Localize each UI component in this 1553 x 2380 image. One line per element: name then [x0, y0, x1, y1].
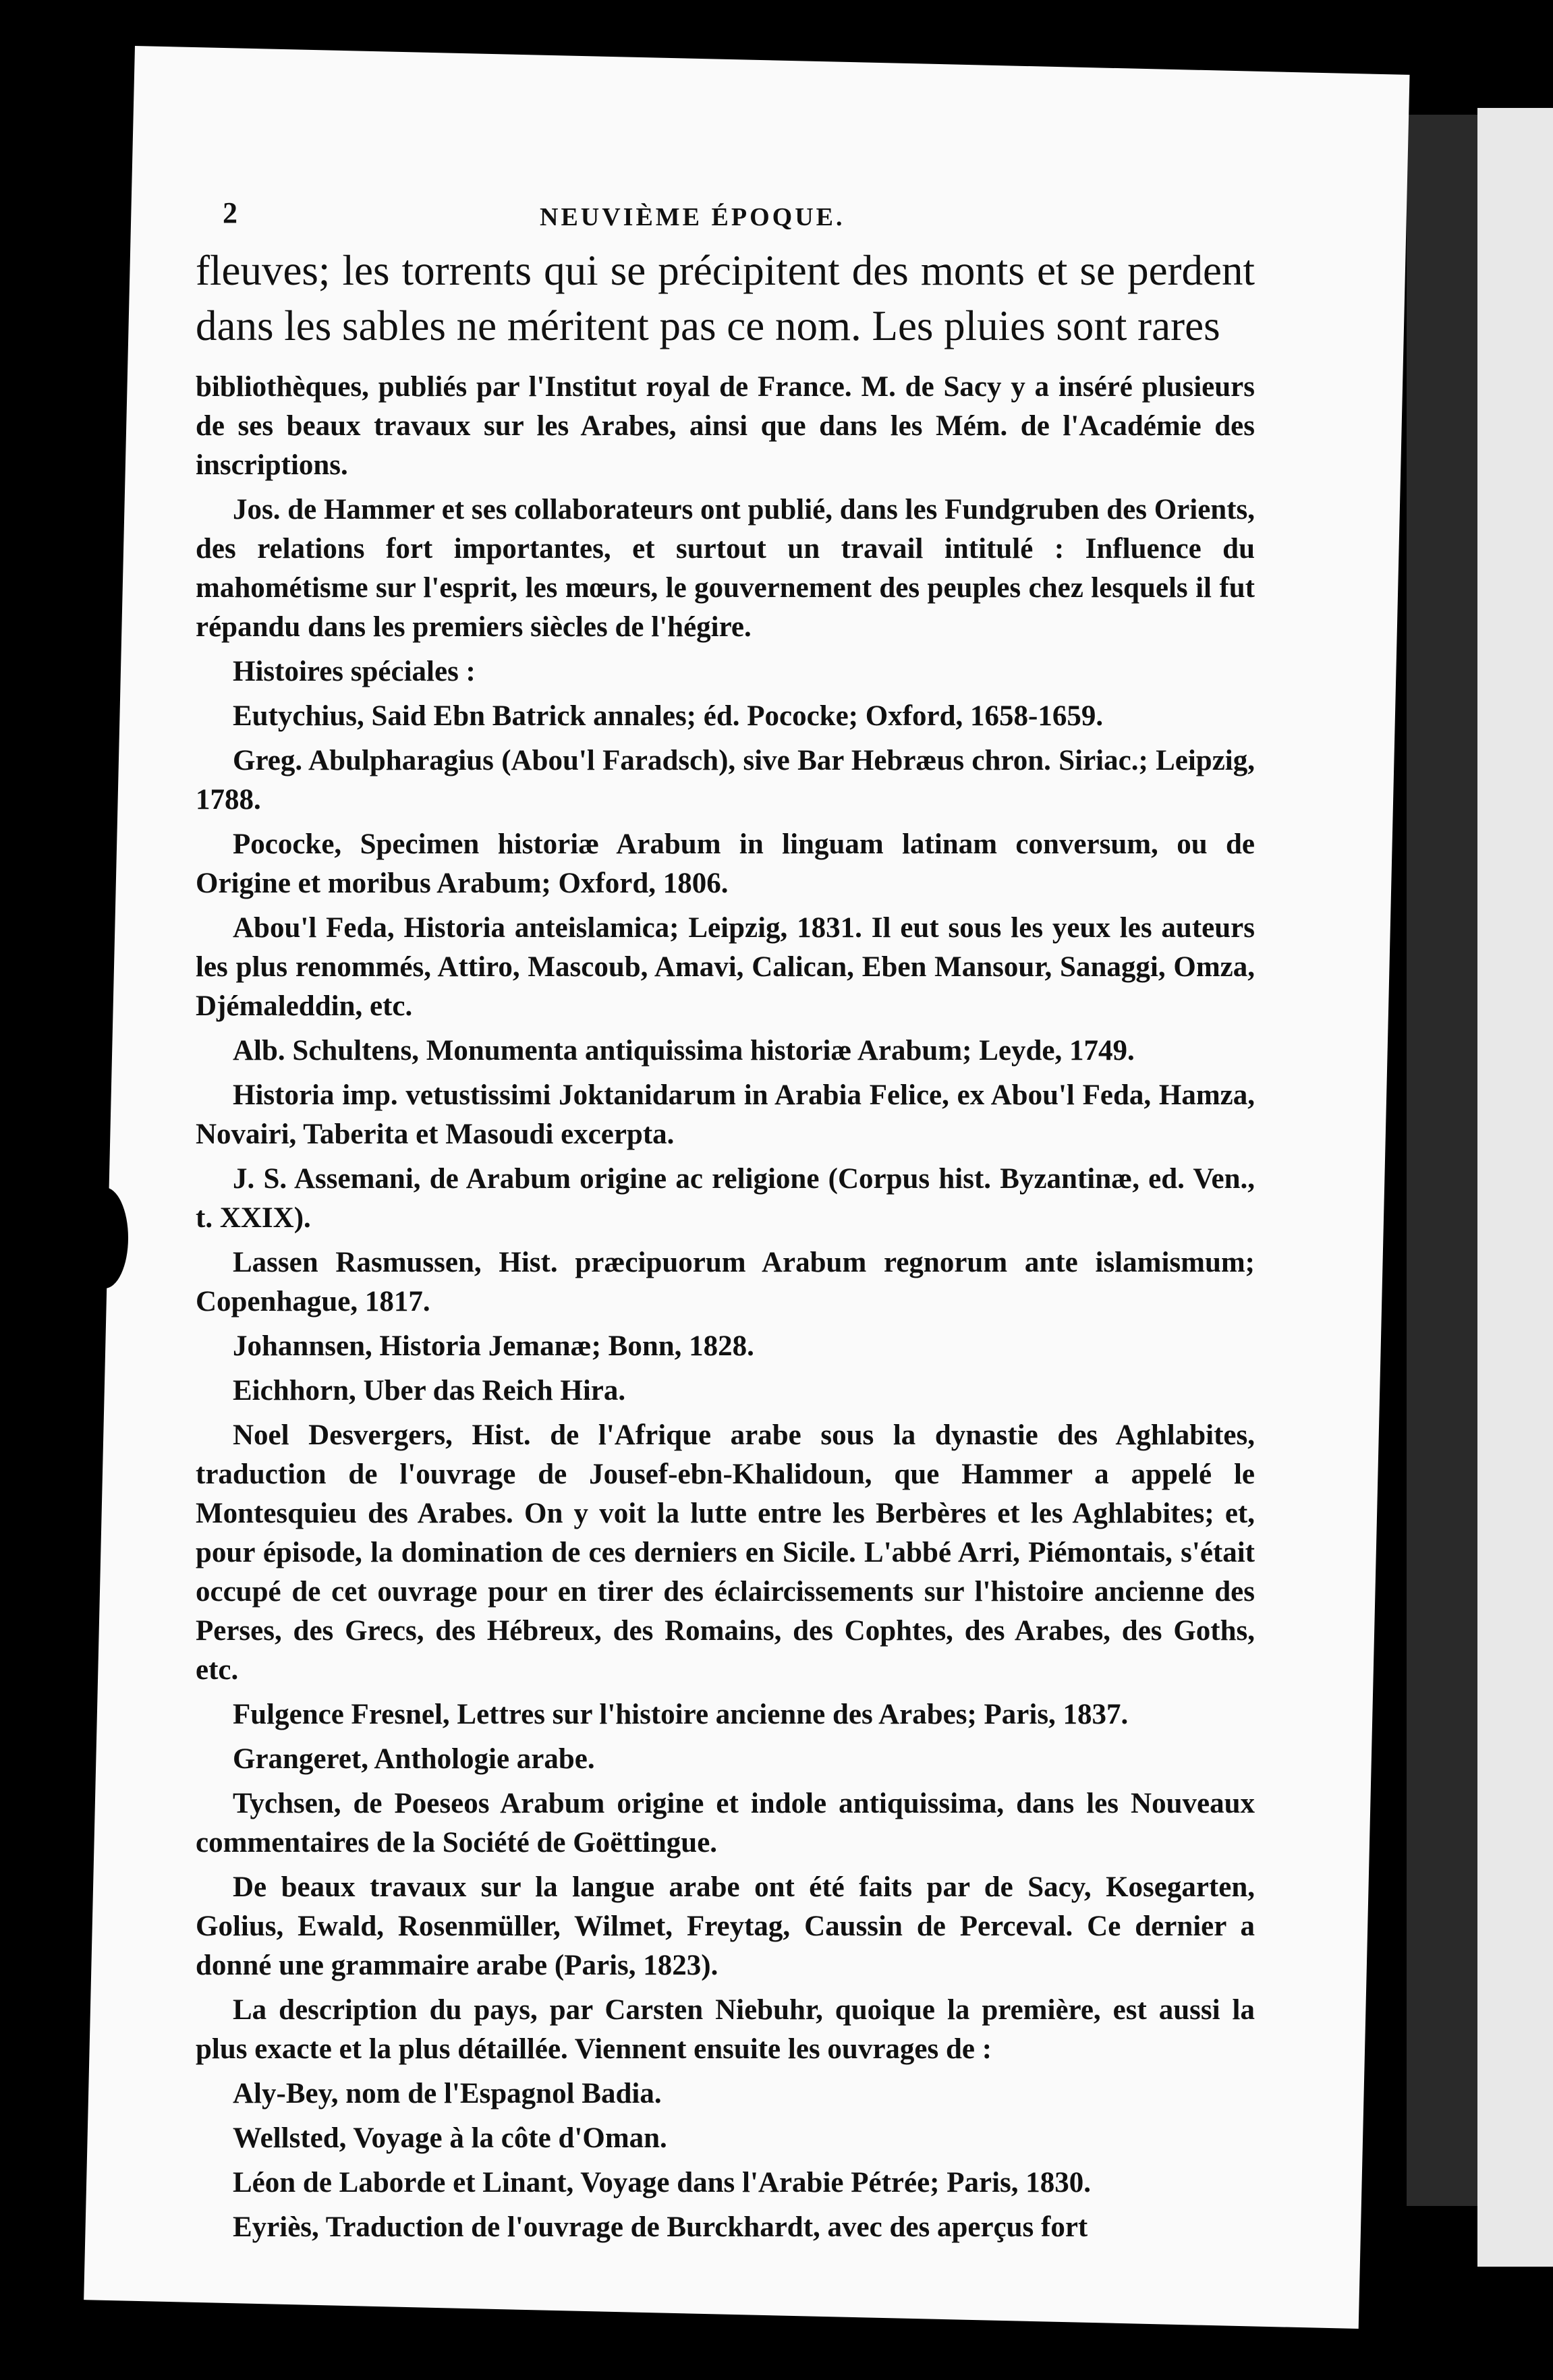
bibliography-entry: De beaux travaux sur la langue arabe ont été faits par de Sacy, Kosegarten, Golius, Ewald, Rosenmüller, Wilmet, Freytag, Caussin de Perceval. Ce dernier a donné une grammaire arabe (Paris, 1823). [196, 1871, 1255, 1981]
binding-hole [81, 1187, 128, 1288]
bibliography-entry: Wellsted, Voyage à la côte d'Oman. [233, 2122, 667, 2154]
lead-paragraph: fleuves; les torrents qui se précipitent des monts et se perdent dans les sables ne méritent pas ce nom. Les pluies sont rares [196, 247, 1255, 349]
bibliography-entry: Eutychius, Said Ebn Batrick annales; éd. Pococke; Oxford, 1658-1659. [233, 700, 1104, 732]
bibliography-entry: Historia imp. vetustissimi Joktanidarum in Arabia Felice, ex Abou'l Feda, Hamza, Novairi, Taberita et Masoudi excerpta. [196, 1079, 1255, 1150]
bibliography-entry: Noel Desvergers, Hist. de l'Afrique arabe sous la dynastie des Aghlabites, traduction de l'ouvrage de Jousef-ebn-Khalidoun, que Hammer a appelé le Montesquieu des Arabes. On y voit la lutte entre les Berbères et les Aghlabites; et, pour épisode, la domination de ces derniers en Sicile. L'abbé Arri, Piémontais, s'était occupé de cet ouvrage pour en tirer des éclaircissements sur l'histoire ancienne des Perses, des Grecs, des Hébreux, des Romains, des Cophtes, des Arabes, des Goths, etc. [196, 1419, 1255, 1686]
bibliography-entry: Pococke, Specimen historiæ Arabum in linguam latinam conversum, ou de Origine et moribus Arabum; Oxford, 1806. [196, 828, 1255, 899]
bibliography-entry: Tychsen, de Poeseos Arabum origine et indole antiquissima, dans les Nouveaux commentaires de la Société de Goëttingue. [196, 1788, 1255, 1859]
bibliography-entry: Johannsen, Historia Jemanæ; Bonn, 1828. [233, 1330, 754, 1362]
bibliography-entry: Lassen Rasmussen, Hist. præcipuorum Arabum regnorum ante islamismum; Copenhague, 1817. [196, 1247, 1255, 1318]
footnote-block [196, 368, 1255, 2252]
bibliography-entry: Eyriès, Traduction de l'ouvrage de Burckhardt, avec des aperçus fort [233, 2211, 1088, 2243]
adjacent-page-shadow [1407, 115, 1477, 2206]
adjacent-page-edge [1477, 108, 1553, 2267]
bibliography-entry: Greg. Abulpharagius (Abou'l Faradsch), sive Bar Hebræus chron. Siriac.; Leipzig, 1788. [196, 745, 1255, 816]
bibliography-entry: bibliothèques, publiés par l'Institut royal de France. M. de Sacy y a inséré plusieurs de ses beaux travaux sur les Arabes, ainsi que dans les Mém. de l'Académie des inscriptions. [196, 371, 1255, 481]
bibliography-entry: Grangeret, Anthologie arabe. [233, 1743, 595, 1775]
bibliography-entry: Abou'l Feda, Historia anteislamica; Leipzig, 1831. Il eut sous les yeux les auteurs les plus renommés, Attiro, Mascoub, Amavi, Calican, Eben Mansour, Sanaggi, Omza, Djémaleddin, etc. [196, 912, 1255, 1022]
bibliography-entry: Aly-Bey, nom de l'Espagnol Badia. [233, 2078, 662, 2109]
bibliography-entry: J. S. Assemani, de Arabum origine ac religione (Corpus hist. Byzantinæ, ed. Ven., t. XXIX). [196, 1163, 1255, 1234]
running-title: NEUVIÈME ÉPOQUE. [540, 203, 845, 231]
bibliography-entry: Jos. de Hammer et ses collaborateurs ont publié, dans les Fundgruben des Orients, des relations fort importantes, et surtout un travail intitulé : Influence du mahométisme sur l'esprit, les mœurs, le gouvernement des peuples chez lesquels il fut répandu dans les premiers siècles de l'hégire. [196, 494, 1255, 643]
page-number: 2 [223, 196, 237, 229]
bibliography-entry: Léon de Laborde et Linant, Voyage dans l'Arabie Pétrée; Paris, 1830. [233, 2167, 1092, 2199]
bibliography-entry: Alb. Schultens, Monumenta antiquissima historiæ Arabum; Leyde, 1749. [233, 1035, 1135, 1067]
bibliography-entry: Eichhorn, Uber das Reich Hira. [233, 1375, 626, 1407]
bibliography-entry: La description du pays, par Carsten Niebuhr, quoique la première, est aussi la plus exacte et la plus détaillée. Viennent ensuite les ouvrages de : [196, 1994, 1255, 2065]
bibliography-entry: Fulgence Fresnel, Lettres sur l'histoire ancienne des Arabes; Paris, 1837. [233, 1699, 1129, 1730]
bibliography-entry: Histoires spéciales : [233, 656, 476, 687]
